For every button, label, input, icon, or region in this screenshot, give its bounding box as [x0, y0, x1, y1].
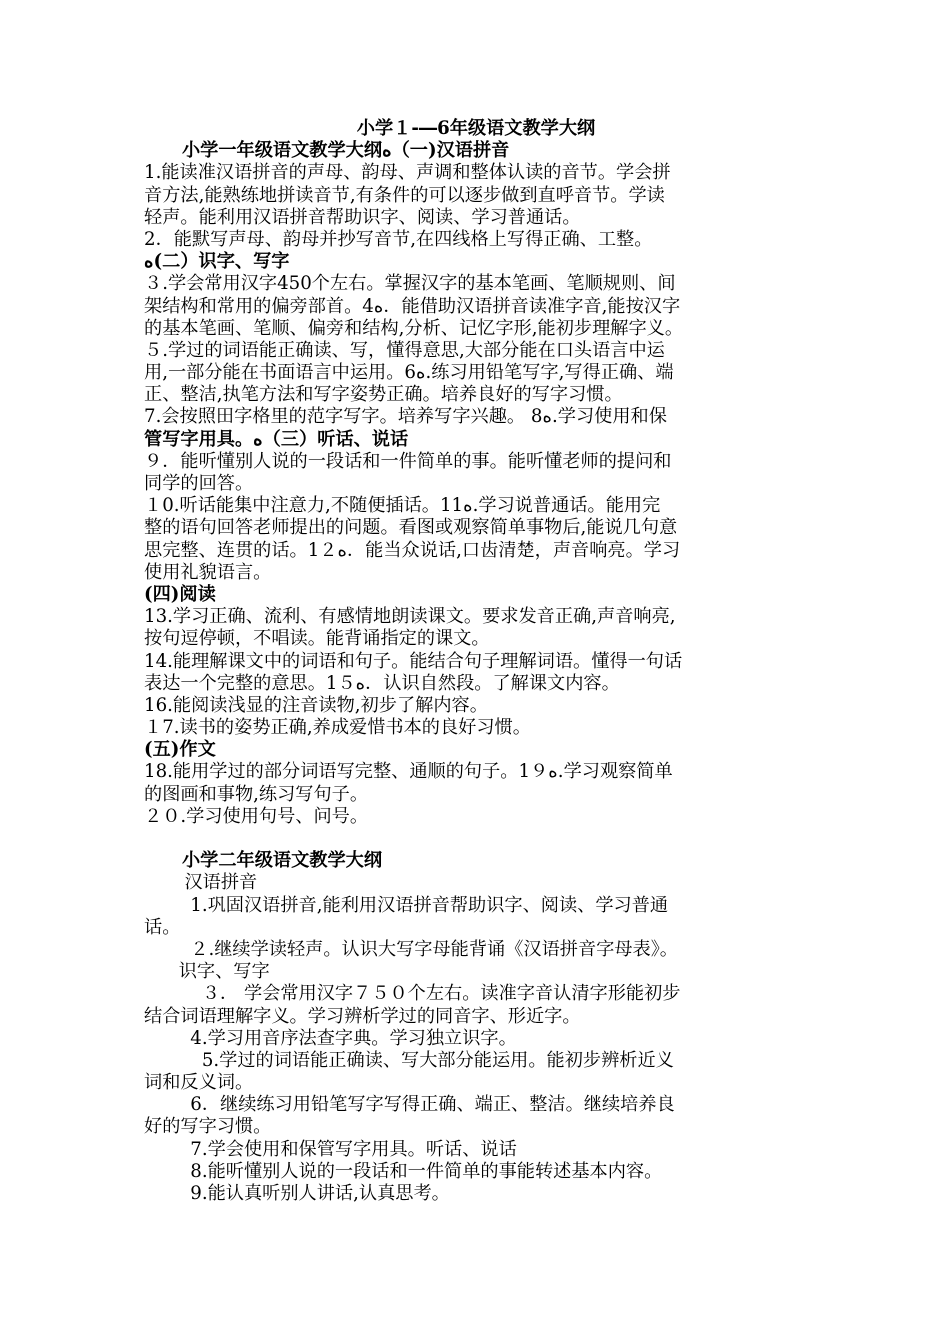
text-line: 轻声。能利用汉语拼音帮助识字、阅读、学习普通话。	[144, 206, 581, 228]
text-line: ﻩ(二）识字、写字	[144, 251, 290, 273]
text-line: １0.听话能集中注意力,不随便插话。11ﻩ.学习说普通话。能用完	[144, 495, 661, 517]
text-line: ２０.学习使用句号、问号。	[144, 805, 369, 827]
text-line: 架结构和常用的偏旁部首。4ﻩ．能借助汉语拼音读准字音,能按汉字	[144, 295, 681, 317]
text-line: １7.读书的姿势正确,养成爱惜书本的良好习惯。	[144, 717, 531, 739]
text-line: ３.学会常用汉字450个左右。掌握汉字的基本笔画、笔顺规则、间	[144, 273, 676, 295]
text-line: 整的语句回答老师提出的问题。看图或观察简单事物后,能说几句意	[144, 517, 678, 539]
text-line: 好的写字习惯。	[144, 1116, 272, 1138]
text-line: 的图画和事物,练习写句子。	[144, 783, 369, 805]
text-line: 16.能阅读浅显的注音读物,初步了解内容。	[144, 694, 488, 716]
text-line: 识字、写字	[144, 961, 270, 983]
text-line: 5.学过的词语能正确读、写大部分能运用。能初步辨析近义	[144, 1049, 674, 1071]
text-line: 音方法,能熟练地拼读音节,有条件的可以逐步做到直呼音节。学读	[144, 184, 665, 206]
text-line: 8.能听懂别人说的一段话和一件简单的事能转述基本内容。	[144, 1160, 663, 1182]
text-line: 思完整、连贯的话。1２ﻩ．能当众说话,口齿清楚，声音响亮。学习	[144, 539, 681, 561]
text-line: 话。	[144, 916, 181, 938]
text-line: 词和反义词。	[144, 1072, 254, 1094]
text-line: 14.能理解课文中的词语和句子。能结合句子理解词语。懂得一句话	[144, 650, 683, 672]
text-line: 使用礼貌语言。	[144, 561, 272, 583]
text-line: 2．能默写声母、韵母并抄写音节,在四线格上写得正确、工整。	[144, 228, 653, 250]
text-line: 汉语拼音	[144, 872, 258, 894]
text-line: 13.学习正确、流利、有感情地朗读课文。要求发音正确,声音响亮,	[144, 606, 676, 628]
text-line: 18.能用学过的部分词语写完整、通顺的句子。1９ﻩ.学习观察简单	[144, 761, 673, 783]
text-line	[144, 828, 808, 850]
document-body	[144, 118, 808, 1205]
text-line: 6．继续练习用铅笔写字写得正确、端正、整洁。继续培养良	[144, 1094, 675, 1116]
text-line: 用,一部分能在书面语言中运用。6ﻩ.练习用铅笔写字,写得正确、端	[144, 362, 674, 384]
text-line: 表达一个完整的意思。1５ﻩ．认识自然段。了解课文内容。	[144, 672, 620, 694]
text-line: 7.学会使用和保管写字用具。听话、说话	[144, 1138, 517, 1160]
text-line: ３． 学会常用汉字７５０个左右。读准字音认清字形能初步	[144, 983, 681, 1005]
text-line: 1.巩固汉语拼音,能利用汉语拼音帮助识字、阅读、学习普通	[144, 894, 669, 916]
text-line: ５.学过的词语能正确读、写，懂得意思,大部分能在口头语言中运	[144, 339, 665, 361]
text-line: 结合词语理解字义。学习辨析学过的同音字、形近字。	[144, 1005, 581, 1027]
text-line: 管写字用具。ﻩ（三）听话、说话	[144, 428, 409, 450]
text-line: 按句逗停顿，不唱读。能背诵指定的课文。	[144, 628, 490, 650]
text-line: ９．能听懂别人说的一段话和一件简单的事。能听懂老师的提问和	[144, 450, 672, 472]
document-title: 小学１-―6年级语文教学大纲	[356, 118, 596, 139]
text-line: (四)阅读	[144, 583, 216, 605]
text-line: 7.会按照田字格里的范字写字。培养写字兴趣。 8ﻩ.学习使用和保	[144, 406, 667, 428]
text-line: 正、整洁,执笔方法和写字姿势正确。培养良好的写字习惯。	[144, 384, 623, 406]
text-line: (五)作文	[144, 739, 216, 761]
text-line: 小学一年级语文教学大纲ﻩ（一)汉语拼音	[144, 140, 510, 162]
document-lines	[144, 140, 808, 1205]
text-line: 同学的回答。	[144, 473, 254, 494]
text-line: 小学二年级语文教学大纲	[144, 850, 383, 872]
text-line: 的基本笔画、笔顺、偏旁和结构,分析、记忆字形,能初步理解字义。	[144, 317, 684, 339]
text-line: 9.能认真听别人讲话,认真思考。	[144, 1183, 450, 1204]
text-line: 4.学习用音序法查字典。学习独立识字。	[144, 1027, 517, 1049]
text-line: 1.能读准汉语拼音的声母、韵母、声调和整体认读的音节。学会拼	[144, 162, 671, 184]
text-line: ２.继续学读轻声。认识大写字母能背诵《汉语拼音字母表》。	[144, 938, 678, 960]
